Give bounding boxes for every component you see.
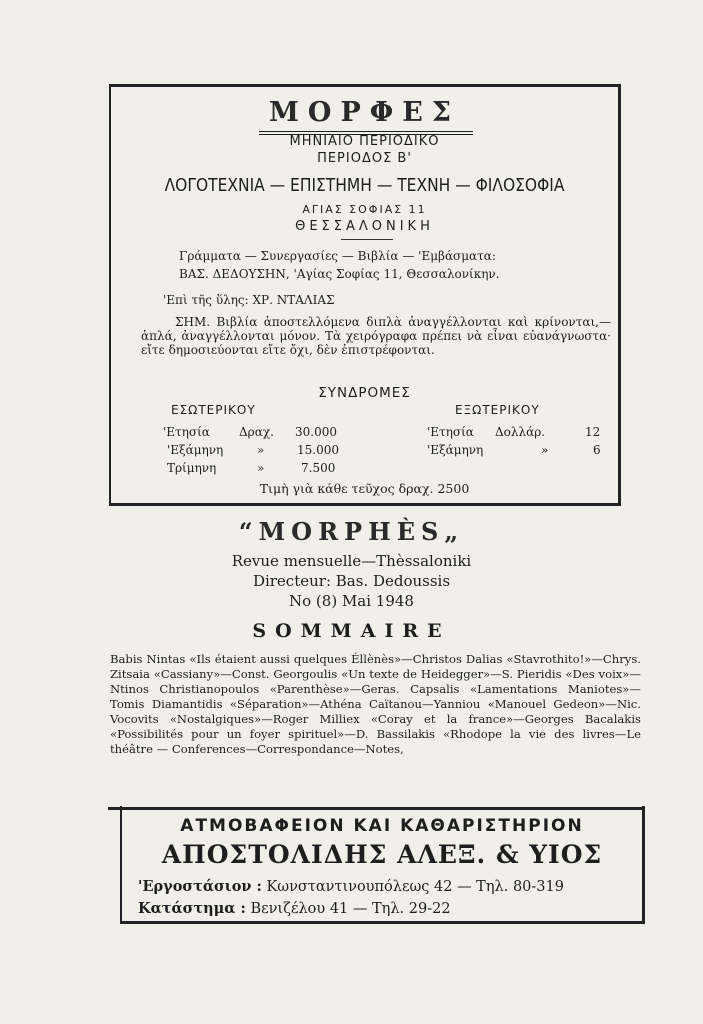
advert-box (120, 806, 645, 924)
divider (341, 239, 393, 240)
domestic-row-label: 'Ετησία (163, 425, 210, 439)
title-underline (259, 131, 473, 132)
foreign-row-value: 6 (593, 443, 601, 457)
domestic-row-unit: Δραχ. (239, 425, 274, 439)
advert-business-type: ΑΤΜΟΒΑΦΕΙΟΝ ΚΑΙ ΚΑΘΑΡΙΣΤΗΡΙΟΝ (180, 816, 584, 836)
domestic-row-unit: » (257, 443, 265, 457)
shop-address: Βενιζέλου 41 — Τηλ. 29-22 (250, 901, 451, 917)
factory-label: 'Εργοστάσιον : (138, 878, 262, 895)
foreign-row-label: 'Εξάμηνη (427, 443, 484, 457)
domestic-row-value: 30.000 (295, 425, 337, 439)
domestic-heading: ΕΣΩΤΕΡΙΚΟΥ (171, 403, 256, 417)
advert-shop-line (138, 900, 451, 917)
foreign-row-unit: » (541, 443, 549, 457)
sommaire-heading: SOMMAIRE (252, 620, 451, 642)
topics-line: ΛΟΓΟΤΕΧΝΙΑ — ΕΠΙΣΤΗΜΗ — ΤΕΧΝΗ — ΦΙΛΟΣΟΦΙΑ (164, 175, 565, 196)
sommaire-contents: Babis Nintas «Ils étaient aussi quelques Éllènès»—Christos Dalias «Stavrothito!»—Chrys. Zitsaia «Cassiany»—Const. Georgoulis «Un texte de Heidegger»—S. Pieridis «Des voix»—Ntinos Christianopoulos «Parenthèse»—Geras. Capsalis «Lamentations Maniotes»—Tomis Diamantidis «Séparation»—Athéna Caïtanou—Yanniou «Manouel Gedeon»—Nic. Vocovits «Nostalgiques»—Roger Milliex «Coray et la france»—Georges Bacalakis «Possibilités pour un foyer spirituel»—D. Bassilakis «Rhodope la vie des livres—Le théâtre — Conferences—Correspondance—Notes, (110, 652, 641, 756)
street-address: ΑΓΙΑΣ ΣΟΦΙΑΣ 11 (302, 203, 427, 216)
foreign-row-value: 12 (585, 425, 601, 439)
french-revue-line: Revue mensuelle—Thèssaloniki (231, 552, 472, 570)
french-director-line: Directeur: Bas. Dedoussis (252, 572, 451, 590)
editor-line: 'Επὶ τῆς ὕλης: ΧΡ. ΝΤΑΛΙΑΣ (163, 293, 335, 307)
foreign-heading: ΕΞΩΤΕΡΙΚΟΥ (455, 403, 540, 417)
issue-price: Τιμὴ γιὰ κάθε τεῦχος δραχ. 2500 (259, 481, 470, 496)
foreign-row-unit: Δολλάρ. (495, 425, 546, 439)
subtitle-period: ΠΕΡΙΟΔΟΣ Β' (317, 151, 412, 166)
shop-label: Κατάστημα : (138, 900, 246, 917)
journal-title: ΜΟΡΦΕΣ (269, 97, 460, 128)
french-title: “MORPHÈS„ (238, 517, 465, 546)
french-issue-line: No (8) Mai 1948 (289, 592, 414, 610)
mail-line-2: ΒΑΣ. ΔΕΔΟΥΣΗΝ, 'Αγίας Σοφίας 11, Θεσσαλονίκην. (179, 267, 500, 281)
domestic-row-value: 15.000 (297, 443, 339, 457)
city-name: ΘΕΣΣΑΛΟΝΙΚΗ (295, 219, 434, 234)
masthead-box (109, 84, 621, 506)
advert-business-name: ΑΠΟΣΤΟΛΙΔΗΣ ΑΛΕΞ. & ΥΙΟΣ (161, 840, 603, 869)
domestic-row-label: Τρίμηνη (167, 461, 217, 475)
domestic-row-label: 'Εξάμηνη (167, 443, 224, 457)
note-paragraph: ΣΗΜ. Βιβλία ἀποστελλόμενα διπλὰ ἀναγγέλλονται καὶ κρίνονται,—ἁπλά, ἀναγγέλλονται μόνον. Τὰ χειρόγραφα πρέπει νὰ εἶναι εὐανάγνωστα· εἴτε δημοσιεύονται εἴτε ὄχι, δὲν ἐπιστρέφονται. (141, 315, 611, 357)
mail-line-1: Γράμματα — Συνεργασίες — Βιβλία — 'Εμβάσματα: (179, 249, 496, 263)
subtitle-monthly: ΜΗΝΙΑΙΟ ΠΕΡΙΟΔΙΚΟ (289, 134, 440, 149)
foreign-row-label: 'Ετησία (427, 425, 474, 439)
subscriptions-heading: ΣΥΝΔΡΟΜΕΣ (318, 385, 411, 401)
advert-factory-line (138, 878, 564, 895)
factory-address: Κωνσταντινουπόλεως 42 — Τηλ. 80-319 (266, 879, 564, 895)
domestic-row-unit: » (257, 461, 265, 475)
domestic-row-value: 7.500 (301, 461, 336, 475)
